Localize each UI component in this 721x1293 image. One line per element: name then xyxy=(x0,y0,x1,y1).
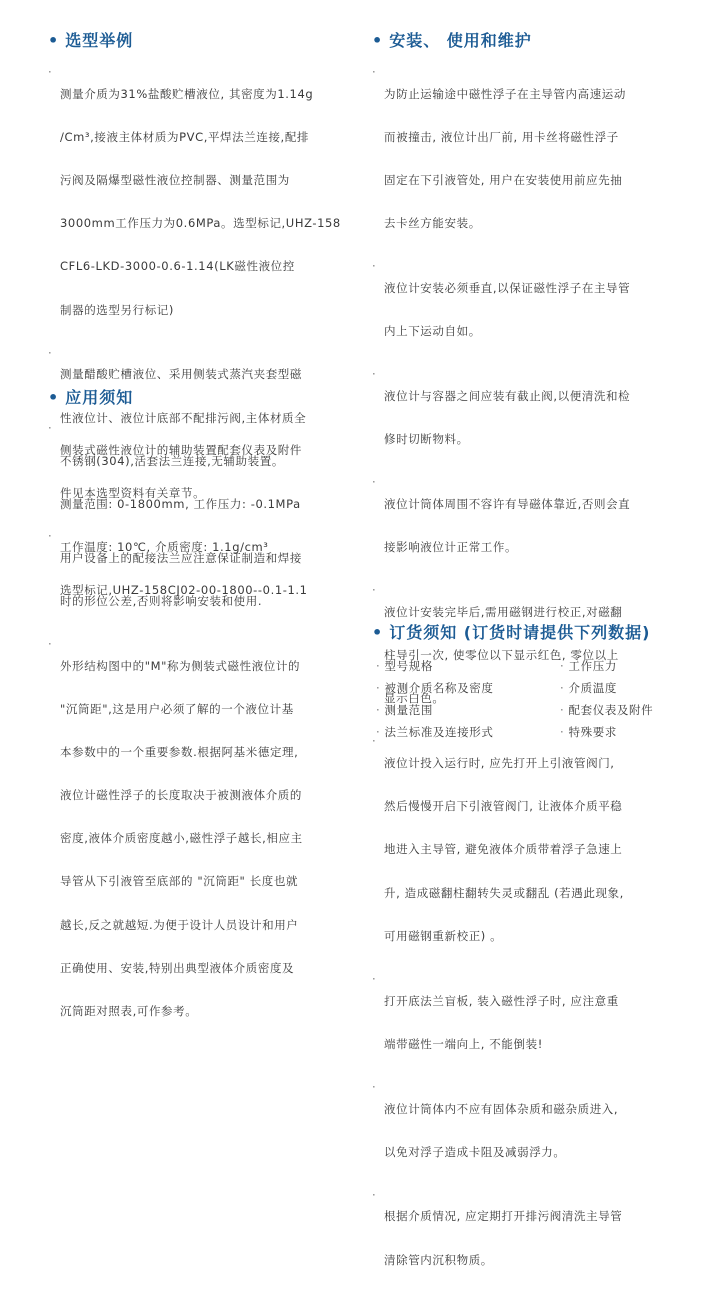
order-item-accessories: · 配套仪表及附件 xyxy=(560,702,653,718)
section-title-selection: • 选型举例 xyxy=(48,31,134,50)
list-item: · 液位计筒体内不应有固体杂质和磁杂质进入, 以免对浮子造成卡阻及减弱浮力。 xyxy=(372,1077,682,1185)
order-item-model: · 型号规格 xyxy=(376,658,433,674)
list-item: · 外形结构图中的"M"称为侧装式磁性液位计的 "沉筒距",这是用户必须了解的一个液位计基 本参数中的一个重要参数.根据阿基米德定理, 液位计磁性浮子的长度取决于被测液体介质的 密度,液体介质密度越小,磁性浮子越长,相应主 导管从下引液管至底部的 "沉筒距" 长度也就 越长,反之就越短.为便于设计人员设计和用户 正确使用、安装,特别出典型液体介质密度及 沉筒距对照表,可作参考。 xyxy=(48,634,363,1044)
list-item: · 液位计筒体周围不容许有导磁体靠近,否则会直 接影响液位计正常工作。 xyxy=(372,472,682,580)
list-item: · 液位计安装完毕后,需用磁钢进行校正,对磁翻 柱导引一次, 使零位以下显示红色, 零位以上 显示白色。 xyxy=(372,580,682,731)
order-item-special: · 特殊要求 xyxy=(560,724,617,740)
list-item: · 测量介质为31%盐酸贮槽液位, 其密度为1.14g /Cm³,接液主体材质为PVC,平焊法兰连接,配排 污阀及隔爆型磁性液位控制器、测量范围为 3000mm工作压力为0.6MPa。选型标记,UHZ-158 CFL6-LKD-3000-0.6-1.14(LK磁性液位控 制器的选型另行标记) xyxy=(48,62,363,343)
list-item: · 打开底法兰盲板, 装入磁性浮子时, 应注意重 端带磁性一端向上, 不能倒装! xyxy=(372,969,682,1077)
order-item-range: · 测量范围 xyxy=(376,702,433,718)
list-item: · 液位计安装必须垂直,以保证磁性浮子在主导管 内上下运动自如。 xyxy=(372,256,682,364)
section-title-application: • 应用须知 xyxy=(48,388,134,407)
list-item: · 测量醋酸贮槽液位、采用侧装式蒸汽夹套型磁 性液位计、液位计底部不配排污阀,主体材质全 不锈钢(304),活套法兰连接,无辅助装置。 测量范围: 0-1800mm, 工作压力: -0.1MPa 工作温度: 10℃, 介质密度: 1.1g/cm³ 选型标记,UHZ-158CJ02-00-1800--0.1-1.1 xyxy=(48,343,363,624)
list-item: · 用户设备上的配接法兰应注意保证制造和焊接 时的形位公差,否则将影响安装和使用. xyxy=(48,526,363,634)
title-bullet-icon: • xyxy=(48,388,60,407)
order-item-flange: · 法兰标准及连接形式 xyxy=(376,724,493,740)
list-item: · 液位计与容器之间应装有截止阀,以便清洗和检 修时切断物料。 xyxy=(372,364,682,472)
list-item: · 根据介质情况, 应定期打开排污阀清洗主导管 清除管内沉积物质。 xyxy=(372,1185,682,1293)
order-item-pressure: · 工作压力 xyxy=(560,658,617,674)
title-bullet-icon: • xyxy=(372,31,384,50)
order-item-temperature: · 介质温度 xyxy=(560,680,617,696)
section-title-ordering: • 订货须知 (订货时请提供下列数据) xyxy=(372,623,651,642)
ordering-grid xyxy=(372,654,682,744)
order-item-medium: · 被测介质名称及密度 xyxy=(376,680,493,696)
title-bullet-icon: • xyxy=(48,31,60,50)
list-item: · 侧装式磁性液位计的辅助装置配套仪表及附件 件见本选型资料有关章节。 xyxy=(48,418,363,526)
list-item: · 液位计投入运行时, 应先打开上引液管阀门, 然后慢慢开启下引液管阀门, 让液体介质平稳 地进入主导管, 避免液体介质带着浮子急速上 升, 造成磁翻柱翻转失灵或翻乱 (若遇此现象, 可用磁钢重新校正) 。 xyxy=(372,731,682,969)
title-bullet-icon: • xyxy=(372,623,384,642)
application-list xyxy=(48,418,363,1044)
section-title-installation: • 安装、 使用和维护 xyxy=(372,31,532,50)
list-item: · 为防止运输途中磁性浮子在主导管内高速运动 而被撞击, 液位计出厂前, 用卡丝将磁性浮子 固定在下引液管处, 用户在安装使用前应先抽 去卡丝方能安装。 xyxy=(372,62,682,256)
